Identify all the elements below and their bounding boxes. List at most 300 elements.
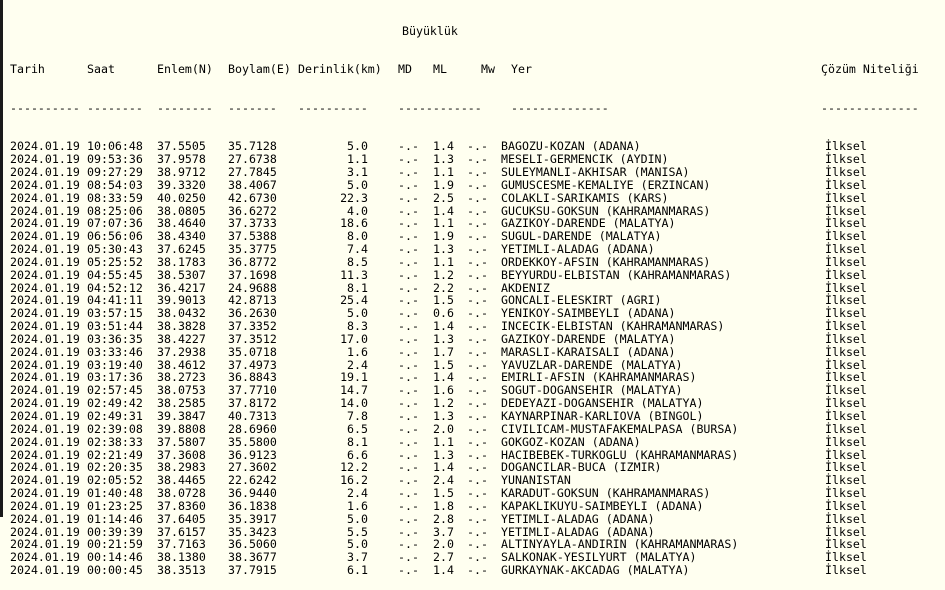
cell-nitelik: İlksel [825, 524, 867, 539]
col-header-md: MD [398, 62, 412, 77]
cell-yer: ORDEKKOY-AFSIN (KAHRAMANMARAS) [501, 254, 711, 269]
cell-nitelik: İlksel [825, 498, 867, 513]
cell-ml: 1.5 [433, 357, 454, 372]
cell-nitelik: İlksel [825, 242, 867, 257]
cell-saat: 04:41:11 [87, 293, 143, 308]
cell-ml: 1.3 [433, 331, 454, 346]
table-row [10, 333, 935, 346]
cell-md: -.- [398, 396, 419, 411]
cell-md: -.- [398, 524, 419, 539]
table-row [10, 423, 935, 436]
cell-mw: -.- [467, 396, 488, 411]
magnitude-group-label [10, 25, 935, 38]
cell-nitelik: İlksel [825, 537, 867, 552]
cell-tarih: 2024.01.19 [10, 370, 80, 385]
cell-tarih: 2024.01.19 [10, 357, 80, 372]
cell-saat: 01:40:48 [87, 486, 143, 501]
cell-boylam: 35.0718 [228, 344, 277, 359]
cell-ml: 1.1 [433, 434, 454, 449]
cell-derinlik: 4.0 [347, 203, 368, 218]
cell-tarih: 2024.01.19 [10, 421, 80, 436]
cell-tarih: 2024.01.19 [10, 434, 80, 449]
cell-ml: 3.7 [433, 524, 454, 539]
cell-md: -.- [398, 383, 419, 398]
cell-derinlik: 7.4 [347, 242, 368, 257]
cell-md: -.- [398, 216, 419, 231]
cell-enlem: 37.7163 [157, 537, 206, 552]
cell-enlem: 38.3513 [157, 563, 206, 578]
dash-yer: -------------- [511, 100, 609, 115]
cell-mw: -.- [467, 383, 488, 398]
cell-enlem: 37.2938 [157, 344, 206, 359]
cell-nitelik: İlksel [825, 229, 867, 244]
cell-ml: 2.0 [433, 421, 454, 436]
cell-md: -.- [398, 267, 419, 282]
cell-mw: -.- [467, 164, 488, 179]
cell-mw: -.- [467, 524, 488, 539]
cell-boylam: 40.7313 [228, 409, 277, 423]
cell-boylam: 27.3602 [228, 460, 277, 475]
cell-tarih: 2024.01.19 [10, 537, 80, 552]
cell-enlem: 37.9578 [157, 152, 206, 167]
cell-enlem: 38.3828 [157, 319, 206, 334]
col-header-tarih: Tarih [10, 62, 45, 77]
cell-tarih: 2024.01.19 [10, 190, 80, 205]
cell-md: -.- [398, 460, 419, 475]
col-header-enlem: Enlem(N) [157, 62, 213, 77]
cell-md: -.- [398, 229, 419, 244]
cell-boylam: 37.7915 [228, 563, 277, 578]
cell-mw: -.- [467, 421, 488, 436]
dash-derinlik: ---------- [298, 100, 368, 115]
cell-md: -.- [398, 331, 419, 346]
cell-mw: -.- [467, 280, 488, 295]
cell-boylam: 36.9440 [228, 486, 277, 501]
cell-md: -.- [398, 242, 419, 257]
cell-ml: 1.8 [433, 498, 454, 513]
cell-mw: -.- [467, 306, 488, 321]
cell-boylam: 42.6730 [228, 190, 277, 205]
cell-boylam: 37.3352 [228, 319, 277, 334]
cell-mw: -.- [467, 498, 488, 513]
cell-ml: 0.6 [433, 306, 454, 321]
cell-saat: 00:14:46 [87, 550, 143, 565]
cell-derinlik: 5.0 [347, 306, 368, 321]
cell-saat: 07:07:36 [87, 216, 143, 231]
cell-nitelik: İlksel [825, 563, 867, 578]
cell-boylam: 37.3512 [228, 331, 277, 346]
cell-yer: YETIMLI-ALADAG (ADANA) [501, 524, 655, 539]
table-row [10, 346, 935, 359]
cell-md: -.- [398, 550, 419, 565]
cell-tarih: 2024.01.19 [10, 254, 80, 269]
cell-nitelik: İlksel [825, 319, 867, 334]
cell-yer: INCECIK-ELBISTAN (KAHRAMANMARAS) [501, 319, 725, 334]
cell-saat: 04:55:45 [87, 267, 143, 282]
cell-saat: 02:39:08 [87, 421, 143, 436]
cell-ml: 1.3 [433, 152, 454, 167]
cell-tarih: 2024.01.19 [10, 306, 80, 321]
cell-yer: YETIMLI-ALADAG (ADANA) [501, 511, 655, 526]
cell-yer: COLAKLI-SARIKAMIS (KARS) [501, 190, 669, 205]
cell-enlem: 38.2585 [157, 396, 206, 411]
cell-md: -.- [398, 254, 419, 269]
cell-derinlik: 5.0 [347, 537, 368, 552]
cell-md: -.- [398, 293, 419, 308]
cell-ml: 1.2 [433, 396, 454, 411]
cell-nitelik: İlksel [825, 203, 867, 218]
cell-derinlik: 2.4 [347, 486, 368, 501]
cell-tarih: 2024.01.19 [10, 177, 80, 192]
cell-yer: MESELI-GERMENCIK (AYDIN) [501, 152, 669, 167]
cell-md: -.- [398, 563, 419, 578]
cell-derinlik: 1.6 [347, 344, 368, 359]
cell-saat: 01:23:25 [87, 498, 143, 513]
cell-mw: -.- [467, 550, 488, 565]
cell-saat: 01:14:46 [87, 511, 143, 526]
cell-derinlik: 17.0 [340, 331, 368, 346]
cell-yer: SOGUT-DOGANSEHIR (MALATYA) [501, 383, 683, 398]
cell-boylam: 37.3733 [228, 216, 277, 231]
cell-tarih: 2024.01.19 [10, 409, 80, 423]
cell-ml: 2.4 [433, 473, 454, 488]
cell-boylam: 35.3917 [228, 511, 277, 526]
cell-enlem: 38.1380 [157, 550, 206, 565]
cell-derinlik: 14.0 [340, 396, 368, 411]
cell-yer: KAYNARPINAR-KARLIOVA (BINGOL) [501, 409, 704, 423]
cell-yer: HACIBEBEK-TURKOGLU (KAHRAMANMARAS) [501, 447, 739, 462]
cell-mw: -.- [467, 229, 488, 244]
cell-ml: 1.4 [433, 460, 454, 475]
cell-enlem: 39.8808 [157, 421, 206, 436]
cell-enlem: 38.0753 [157, 383, 206, 398]
cell-mw: -.- [467, 190, 488, 205]
cell-mw: -.- [467, 331, 488, 346]
cell-yer: BAGOZU-KOZAN (ADANA) [501, 139, 641, 154]
cell-yer: BEYYURDU-ELBISTAN (KAHRAMANMARAS) [501, 267, 732, 282]
cell-derinlik: 2.4 [347, 357, 368, 372]
cell-tarih: 2024.01.19 [10, 164, 80, 179]
col-header-nitelik: Çözüm Niteliği [821, 62, 919, 77]
cell-yer: YAVUZLAR-DARENDE (MALATYA) [501, 357, 683, 372]
cell-derinlik: 1.1 [347, 152, 368, 167]
cell-ml: 2.2 [433, 280, 454, 295]
col-header-derinlik: Derinlik(km) [298, 62, 382, 77]
cell-mw: -.- [467, 473, 488, 488]
cell-saat: 08:25:06 [87, 203, 143, 218]
cell-enlem: 39.3847 [157, 409, 206, 423]
cell-tarih: 2024.01.19 [10, 152, 80, 167]
cell-derinlik: 8.1 [347, 280, 368, 295]
col-header-yer: Yer [511, 62, 532, 77]
cell-md: -.- [398, 280, 419, 295]
buyukluk-label: Büyüklük [402, 23, 458, 38]
cell-boylam: 22.6242 [228, 473, 277, 488]
cell-boylam: 38.4067 [228, 177, 277, 192]
cell-saat: 00:39:39 [87, 524, 143, 539]
cell-derinlik: 8.5 [347, 254, 368, 269]
cell-yer: DOGANCILAR-BUCA (IZMIR) [501, 460, 662, 475]
cell-ml: 1.3 [433, 409, 454, 423]
cell-boylam: 35.3775 [228, 242, 277, 257]
cell-tarih: 2024.01.19 [10, 486, 80, 501]
cell-boylam: 42.8713 [228, 293, 277, 308]
cell-tarih: 2024.01.19 [10, 396, 80, 411]
cell-enlem: 38.2723 [157, 370, 206, 385]
cell-boylam: 37.4973 [228, 357, 277, 372]
table-row [10, 410, 935, 423]
cell-ml: 1.1 [433, 254, 454, 269]
cell-tarih: 2024.01.19 [10, 344, 80, 359]
cell-boylam: 36.1838 [228, 498, 277, 513]
cell-saat: 10:06:48 [87, 139, 143, 154]
cell-ml: 2.7 [433, 550, 454, 565]
cell-nitelik: İlksel [825, 164, 867, 179]
cell-saat: 09:27:29 [87, 164, 143, 179]
table-row [10, 487, 935, 500]
cell-boylam: 36.5060 [228, 537, 277, 552]
cell-nitelik: İlksel [825, 190, 867, 205]
cell-nitelik: İlksel [825, 550, 867, 565]
cell-tarih: 2024.01.19 [10, 267, 80, 282]
cell-md: -.- [398, 511, 419, 526]
cell-derinlik: 12.2 [340, 460, 368, 475]
cell-yer: SULEYMANLI-AKHISAR (MANISA) [501, 164, 690, 179]
cell-mw: -.- [467, 139, 488, 154]
cell-enlem: 37.3608 [157, 447, 206, 462]
cell-yer: KAPAKLIKUYU-SAIMBEYLI (ADANA) [501, 498, 704, 513]
cell-md: -.- [398, 370, 419, 385]
cell-tarih: 2024.01.19 [10, 280, 80, 295]
cell-md: -.- [398, 319, 419, 334]
cell-yer: GUCUKSU-GOKSUN (KAHRAMANMARAS) [501, 203, 711, 218]
cell-nitelik: İlksel [825, 344, 867, 359]
cell-md: -.- [398, 357, 419, 372]
cell-boylam: 38.3677 [228, 550, 277, 565]
cell-yer: ALTINYAYLA-ANDIRIN (KAHRAMANMARAS) [501, 537, 739, 552]
cell-saat: 02:38:33 [87, 434, 143, 449]
cell-nitelik: İlksel [825, 421, 867, 436]
col-header-ml: ML [433, 62, 447, 77]
cell-derinlik: 16.2 [340, 473, 368, 488]
cell-ml: 1.9 [433, 229, 454, 244]
cell-md: -.- [398, 177, 419, 192]
cell-enlem: 37.8360 [157, 498, 206, 513]
cell-nitelik: İlksel [825, 486, 867, 501]
cell-ml: 1.3 [433, 447, 454, 462]
cell-enlem: 39.9013 [157, 293, 206, 308]
cell-md: -.- [398, 306, 419, 321]
cell-boylam: 27.6738 [228, 152, 277, 167]
cell-saat: 02:49:42 [87, 396, 143, 411]
cell-derinlik: 22.3 [340, 190, 368, 205]
cell-enlem: 36.4217 [157, 280, 206, 295]
cell-saat: 02:05:52 [87, 473, 143, 488]
dash-nitelik: -------------- [821, 100, 919, 115]
cell-mw: -.- [467, 216, 488, 231]
cell-tarih: 2024.01.19 [10, 331, 80, 346]
col-header-saat: Saat [87, 62, 115, 77]
cell-md: -.- [398, 190, 419, 205]
cell-yer: DEDEYAZI-DOGANSEHIR (MALATYA) [501, 396, 704, 411]
cell-md: -.- [398, 434, 419, 449]
cell-derinlik: 11.3 [340, 267, 368, 282]
cell-nitelik: İlksel [825, 267, 867, 282]
cell-boylam: 37.1698 [228, 267, 277, 282]
table-row [10, 436, 935, 449]
cell-saat: 03:19:40 [87, 357, 143, 372]
cell-boylam: 36.2630 [228, 306, 277, 321]
cell-derinlik: 6.6 [347, 447, 368, 462]
dash-saat: -------- [87, 100, 143, 115]
cell-enlem: 38.0728 [157, 486, 206, 501]
cell-mw: -.- [467, 486, 488, 501]
cell-nitelik: İlksel [825, 216, 867, 231]
cell-derinlik: 25.4 [340, 293, 368, 308]
cell-saat: 00:00:45 [87, 563, 143, 578]
table-row [10, 564, 935, 577]
cell-mw: -.- [467, 357, 488, 372]
cell-ml: 1.3 [433, 242, 454, 257]
cell-mw: -.- [467, 409, 488, 423]
cell-saat: 08:54:03 [87, 177, 143, 192]
cell-ml: 1.4 [433, 319, 454, 334]
cell-yer: KARADUT-GOKSUN (KAHRAMANMARAS) [501, 486, 711, 501]
cell-mw: -.- [467, 537, 488, 552]
cell-saat: 00:21:59 [87, 537, 143, 552]
cell-enlem: 38.4640 [157, 216, 206, 231]
data-rows [10, 140, 935, 577]
cell-tarih: 2024.01.19 [10, 293, 80, 308]
cell-enlem: 38.0432 [157, 306, 206, 321]
cell-saat: 03:17:36 [87, 370, 143, 385]
cell-tarih: 2024.01.19 [10, 203, 80, 218]
cell-ml: 1.1 [433, 216, 454, 231]
cell-ml: 1.5 [433, 486, 454, 501]
cell-mw: -.- [467, 177, 488, 192]
cell-mw: -.- [467, 434, 488, 449]
cell-boylam: 36.6272 [228, 203, 277, 218]
dash-boylam: ------- [228, 100, 277, 115]
cell-nitelik: İlksel [825, 306, 867, 321]
cell-yer: GUMUSCESME-KEMALIYE (ERZINCAN) [501, 177, 711, 192]
cell-yer: CIVILICAM-MUSTAFAKEMALPASA (BURSA) [501, 421, 739, 436]
cell-boylam: 36.8843 [228, 370, 277, 385]
cell-boylam: 37.5388 [228, 229, 277, 244]
cell-enlem: 38.2983 [157, 460, 206, 475]
cell-derinlik: 5.0 [347, 177, 368, 192]
cell-mw: -.- [467, 267, 488, 282]
cell-derinlik: 6.1 [347, 563, 368, 578]
cell-ml: 1.4 [433, 563, 454, 578]
cell-yer: YETIMLI-ALADAG (ADANA) [501, 242, 655, 257]
cell-mw: -.- [467, 293, 488, 308]
cell-saat: 09:53:36 [87, 152, 143, 167]
cell-saat: 08:33:59 [87, 190, 143, 205]
cell-enlem: 39.3320 [157, 177, 206, 192]
cell-saat: 04:52:12 [87, 280, 143, 295]
cell-enlem: 37.6157 [157, 524, 206, 539]
cell-ml: 2.0 [433, 537, 454, 552]
cell-saat: 02:21:49 [87, 447, 143, 462]
cell-derinlik: 1.6 [347, 498, 368, 513]
cell-mw: -.- [467, 242, 488, 257]
cell-nitelik: İlksel [825, 370, 867, 385]
cell-ml: 1.4 [433, 139, 454, 154]
col-header-mw: Mw [481, 62, 495, 77]
cell-tarih: 2024.01.19 [10, 460, 80, 475]
cell-enlem: 38.4465 [157, 473, 206, 488]
cell-md: -.- [398, 152, 419, 167]
cell-enlem: 37.5807 [157, 434, 206, 449]
cell-saat: 02:57:45 [87, 383, 143, 398]
cell-mw: -.- [467, 203, 488, 218]
cell-yer: AKDENIZ [501, 280, 550, 295]
cell-tarih: 2024.01.19 [10, 447, 80, 462]
cell-nitelik: İlksel [825, 396, 867, 411]
cell-derinlik: 8.3 [347, 319, 368, 334]
cell-nitelik: İlksel [825, 447, 867, 462]
cell-boylam: 35.7128 [228, 139, 277, 154]
cell-enlem: 37.5505 [157, 139, 206, 154]
table-row [10, 500, 935, 513]
cell-mw: -.- [467, 370, 488, 385]
cell-tarih: 2024.01.19 [10, 229, 80, 244]
dash-enlem: -------- [157, 100, 213, 115]
dash-tarih: ---------- [10, 100, 80, 115]
cell-ml: 1.5 [433, 293, 454, 308]
table-row [10, 166, 935, 179]
cell-nitelik: İlksel [825, 280, 867, 295]
cell-ml: 1.1 [433, 164, 454, 179]
cell-derinlik: 14.7 [340, 383, 368, 398]
cell-derinlik: 5.0 [347, 511, 368, 526]
cell-derinlik: 5.0 [347, 139, 368, 154]
cell-enlem: 38.4340 [157, 229, 206, 244]
cell-boylam: 36.9123 [228, 447, 277, 462]
cell-mw: -.- [467, 152, 488, 167]
cell-md: -.- [398, 139, 419, 154]
cell-derinlik: 3.1 [347, 164, 368, 179]
cell-nitelik: İlksel [825, 511, 867, 526]
cell-tarih: 2024.01.19 [10, 216, 80, 231]
cell-derinlik: 8.1 [347, 434, 368, 449]
cell-md: -.- [398, 421, 419, 436]
cell-boylam: 27.7845 [228, 164, 277, 179]
cell-nitelik: İlksel [825, 473, 867, 488]
cell-enlem: 38.5307 [157, 267, 206, 282]
cell-nitelik: İlksel [825, 331, 867, 346]
cell-tarih: 2024.01.19 [10, 524, 80, 539]
cell-derinlik: 5.5 [347, 524, 368, 539]
cell-nitelik: İlksel [825, 139, 867, 154]
cell-nitelik: İlksel [825, 383, 867, 398]
cell-yer: SUGUL-DARENDE (MALATYA) [501, 229, 662, 244]
table-row [10, 513, 935, 526]
cell-yer: GURKAYNAK-AKCADAG (MALATYA) [501, 563, 690, 578]
cell-enlem: 38.1783 [157, 254, 206, 269]
cell-md: -.- [398, 164, 419, 179]
cell-ml: 1.9 [433, 177, 454, 192]
cell-saat: 03:57:15 [87, 306, 143, 321]
cell-md: -.- [398, 473, 419, 488]
cell-tarih: 2024.01.19 [10, 473, 80, 488]
cell-nitelik: İlksel [825, 293, 867, 308]
cell-mw: -.- [467, 447, 488, 462]
cell-derinlik: 3.7 [347, 550, 368, 565]
cell-derinlik: 18.6 [340, 216, 368, 231]
cell-enlem: 38.4612 [157, 357, 206, 372]
